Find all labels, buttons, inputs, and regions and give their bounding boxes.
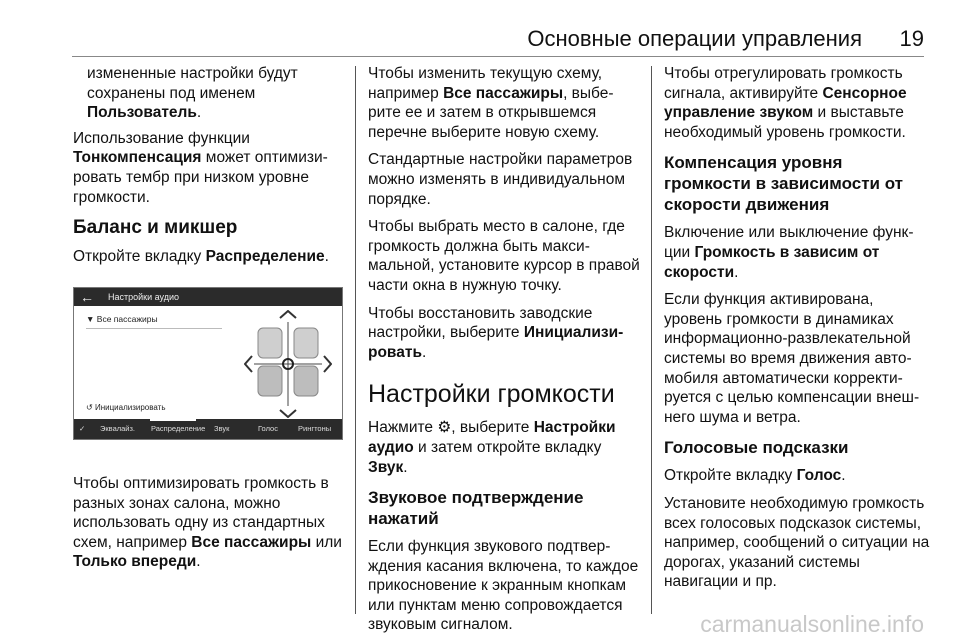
column-3 bbox=[664, 64, 932, 600]
text: . bbox=[841, 467, 846, 485]
arrow-left-icon bbox=[245, 356, 252, 372]
paragraph: Если функция звукового подтверждения касания включена, то каждое прикосновение к экранным кнопкам или пунктам меню сопровождается звуковым сигналом. bbox=[368, 538, 639, 634]
subsection-heading: Компенсация уровня громкости в зависимости от скорости движения bbox=[664, 153, 904, 215]
text: Чтобы оптимизировать громкость в разных зонах салона, можно использовать одну из стандартных схем, например bbox=[73, 475, 329, 551]
seat-rear-right bbox=[294, 366, 318, 396]
audio-settings-screenshot bbox=[73, 287, 343, 440]
column-1-bottom bbox=[73, 474, 343, 580]
text: . bbox=[734, 263, 739, 281]
page-title: Основные операции управления bbox=[527, 26, 862, 51]
text: и затем откройте вкладку bbox=[413, 438, 602, 456]
bold-term: Сенсорное управление звуком bbox=[664, 84, 907, 122]
seat-front-right bbox=[294, 328, 318, 358]
tab-equalizer: Эквалайз. bbox=[100, 424, 136, 433]
settings-gear-icon: ⚙ bbox=[437, 419, 452, 437]
text: Чтобы изменить текущую схему, например bbox=[368, 65, 603, 102]
column-divider bbox=[355, 66, 356, 614]
seat-rear-left bbox=[258, 366, 282, 396]
paragraph bbox=[73, 64, 343, 123]
bold-term: Распределение bbox=[205, 248, 325, 266]
text: Чтобы восстановить заводские настройки, выберите bbox=[368, 304, 593, 342]
column-divider bbox=[651, 66, 652, 614]
section-heading: Баланс и микшер bbox=[73, 217, 238, 239]
paragraph bbox=[73, 247, 343, 267]
bold-term: Громкость в зависим от скорости bbox=[664, 243, 880, 281]
watermark: carmanualsonline.info bbox=[700, 611, 924, 637]
page-header bbox=[0, 0, 960, 56]
bold-term: Только впереди bbox=[73, 553, 197, 571]
back-arrow-icon: ← bbox=[80, 289, 94, 305]
arrow-up-icon bbox=[280, 311, 296, 318]
page-number: 19 bbox=[899, 26, 924, 51]
text: . bbox=[403, 458, 408, 476]
header-divider bbox=[72, 56, 924, 57]
paragraph bbox=[73, 129, 343, 207]
text: . bbox=[196, 104, 202, 122]
text: Включение или выключение функции bbox=[664, 224, 914, 261]
paragraph: Установите необходимую громкость всех голосовых подсказок системы, например, сообщений о ситуации на дорогах, указаний системы навигации и пр. bbox=[664, 494, 930, 591]
reset-label: Инициализировать bbox=[94, 403, 166, 412]
bold-term: Все пассажиры bbox=[443, 84, 564, 102]
text: и выставьте необходимый уровень громкости. bbox=[664, 104, 906, 141]
bold-term: Звук bbox=[368, 458, 404, 476]
tab-distribution: Распределение bbox=[151, 424, 206, 433]
bold-term: Инициализировать bbox=[368, 324, 624, 361]
tab-sound: Звук bbox=[214, 424, 230, 433]
subsection-heading: Звуковое подтверждение нажатий bbox=[368, 488, 584, 529]
text: Нажмите bbox=[368, 419, 438, 437]
text: или bbox=[311, 533, 342, 551]
paragraph bbox=[368, 304, 640, 363]
screenshot-header bbox=[74, 288, 342, 306]
bold-term: Пользователь bbox=[87, 104, 197, 122]
text: измененные настройки будут сохранены под именем bbox=[87, 65, 298, 102]
bold-term: Тонкомпенсация bbox=[73, 149, 202, 167]
arrow-down-icon bbox=[280, 410, 296, 417]
section-heading: Настройки громкости bbox=[368, 380, 615, 409]
column-2 bbox=[368, 64, 640, 643]
preset-item: ▼ Все пассажиры bbox=[86, 314, 158, 324]
text: Использование функции bbox=[73, 129, 250, 147]
reset-item: ↺ Инициализировать bbox=[86, 403, 166, 412]
bold-term: Настройки аудио bbox=[368, 419, 616, 456]
item-divider bbox=[86, 328, 222, 329]
text: , выберите bbox=[451, 419, 534, 437]
screenshot-tab-bar bbox=[74, 419, 342, 439]
tab-voice: Голос bbox=[258, 424, 278, 433]
column-1 bbox=[73, 64, 343, 275]
text: . bbox=[196, 553, 201, 571]
paragraph: Стандартные настройки параметров можно изменять в индивидуальном порядке. bbox=[368, 151, 633, 208]
text: Откройте вкладку bbox=[664, 467, 797, 485]
arrow-right-icon bbox=[324, 356, 331, 372]
paragraph bbox=[368, 64, 640, 142]
bold-term: Все пассажиры bbox=[191, 533, 312, 551]
preset-label: Все пассажиры bbox=[96, 314, 158, 324]
paragraph bbox=[664, 223, 932, 282]
screenshot-title: Настройки аудио bbox=[108, 292, 180, 302]
seat-front-left bbox=[258, 328, 282, 358]
active-tab-indicator bbox=[150, 419, 196, 421]
tab-ringtones: Рингтоны bbox=[298, 424, 332, 433]
check-icon: ✓ bbox=[79, 424, 86, 433]
paragraph: Если функция активирована, уровень громкости в динамиках информационно-развлекательной системы во время движения автомобиля автоматически корректируется с целью компенсации внешнего шума и ветра. bbox=[664, 291, 920, 426]
text: . bbox=[324, 248, 329, 266]
cabin-seats-graphic bbox=[244, 310, 332, 418]
text: , выберите ее и затем в открывшемся перечне выберите новую схему. bbox=[368, 84, 614, 141]
paragraph bbox=[73, 474, 343, 572]
paragraph bbox=[368, 418, 640, 477]
text: Откройте вкладку bbox=[73, 248, 206, 266]
paragraph: Чтобы выбрать место в салоне, где громкость должна быть максимальной, установите курсор в правой части окна в нужную точку. bbox=[368, 218, 640, 294]
text: Чтобы отрегулировать громкость сигнала, активируйте bbox=[664, 65, 903, 102]
text: . bbox=[422, 343, 427, 361]
text: может оптимизировать тембр при низком уровне громкости. bbox=[73, 149, 328, 206]
bold-term: Голос bbox=[796, 467, 842, 485]
paragraph bbox=[664, 64, 932, 142]
subsection-heading: Голосовые подсказки bbox=[664, 438, 849, 458]
paragraph bbox=[664, 466, 932, 486]
